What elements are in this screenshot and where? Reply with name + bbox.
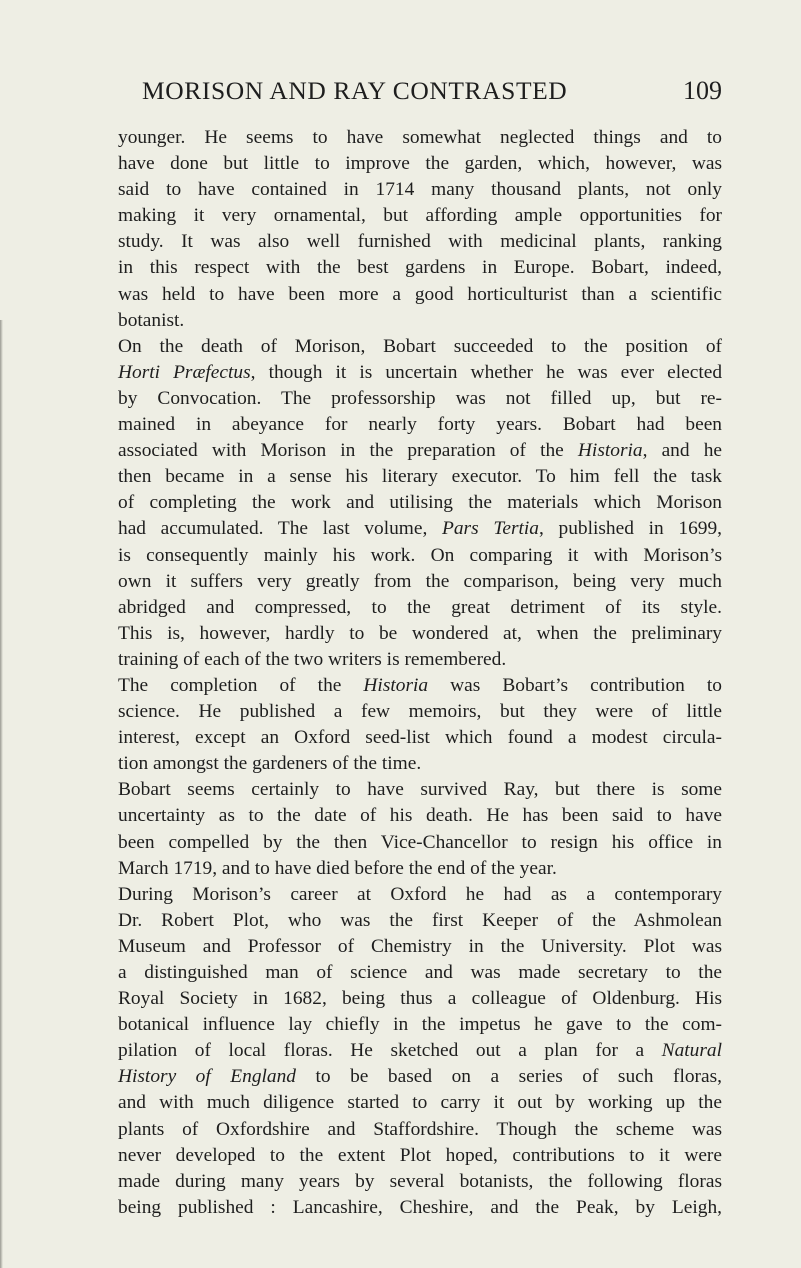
text-line	[118, 1064, 722, 1090]
italic-text: Pars Tertia	[442, 518, 539, 540]
text-segment: , though it is uncertain whether he was ever elected	[250, 361, 723, 383]
text-segment: mained in abeyance for nearly forty years. Bobart had been	[118, 414, 722, 436]
text-segment: have done but little to improve the garden, which, however, was	[118, 153, 722, 175]
text-line	[118, 255, 722, 281]
text-segment: plants of Oxfordshire and Staffordshire. Though the scheme was	[118, 1118, 722, 1140]
text-line	[118, 908, 722, 934]
text-segment: Bobart seems certainly to have survived Ray, but there is some	[118, 779, 722, 801]
text-segment: botanist.	[118, 309, 185, 331]
text-line	[118, 803, 722, 829]
text-segment: On the death of Morison, Bobart succeeded to the position of	[118, 335, 722, 357]
text-line	[118, 1012, 722, 1038]
text-segment: in this respect with the best gardens in Europe. Bobart, indeed,	[118, 257, 722, 279]
text-line	[118, 1090, 722, 1116]
text-line	[118, 490, 722, 516]
text-segment: being published : Lancashire, Cheshire, and the Peak, by Leigh,	[118, 1196, 722, 1218]
text-segment: Dr. Robert Plot, who was the first Keeper of the Ashmolean	[118, 909, 722, 931]
text-segment: had accumulated. The last volume,	[118, 518, 443, 540]
text-segment: is consequently mainly his work. On comparing it with Morison’s	[118, 544, 722, 566]
text-line	[118, 856, 722, 882]
text-segment: , published in 1699,	[538, 518, 723, 540]
italic-text: Natural	[661, 1040, 722, 1062]
text-line	[118, 777, 722, 803]
text-line	[118, 516, 722, 542]
text-segment: science. He published a few memoirs, but they were of little	[118, 701, 722, 723]
italic-text: Horti Præfectus	[118, 361, 251, 383]
text-line	[118, 986, 722, 1012]
text-line	[118, 673, 722, 699]
text-line	[118, 282, 722, 308]
italic-text: History of England	[118, 1066, 296, 1088]
text-line	[118, 464, 722, 490]
text-line	[118, 360, 722, 386]
text-line	[118, 203, 722, 229]
text-segment: was held to have been more a good horticulturist than a scientific	[118, 283, 722, 305]
text-line	[118, 882, 722, 908]
text-line	[118, 386, 722, 412]
text-line	[118, 412, 722, 438]
text-segment: and with much diligence started to carry it out by working up the	[118, 1092, 722, 1114]
text-segment: During Morison’s career at Oxford he had as a contemporary	[118, 883, 722, 905]
italic-text: Historia	[577, 440, 643, 462]
text-segment: study. It was also well furnished with medicinal plants, ranking	[118, 231, 722, 253]
text-segment: training of each of the two writers is remembered.	[118, 648, 507, 670]
page-number: 109	[683, 76, 722, 105]
text-line	[118, 229, 722, 255]
text-line	[118, 595, 722, 621]
text-segment: associated with Morison in the preparation of the	[118, 440, 578, 462]
text-segment: younger. He seems to have somewhat neglected things and to	[118, 127, 722, 148]
text-segment: This is, however, hardly to be wondered at, when the preliminary	[118, 622, 722, 644]
text-segment: making it very ornamental, but affording ample opportunities for	[118, 205, 722, 227]
body-text	[118, 125, 722, 1221]
text-segment: pilation of local floras. He sketched out a plan for a	[118, 1040, 662, 1062]
text-line	[118, 125, 722, 151]
text-line	[118, 934, 722, 960]
text-segment: uncertainty as to the date of his death. He has been said to have	[118, 805, 722, 827]
text-line	[118, 334, 722, 360]
text-segment: abridged and compressed, to the great detriment of its style.	[118, 596, 722, 618]
text-line	[118, 699, 722, 725]
text-segment: to be based on a series of such floras,	[296, 1066, 722, 1088]
text-segment: never developed to the extent Plot hoped, contributions to it were	[118, 1144, 722, 1166]
text-line	[118, 1143, 722, 1169]
text-line	[118, 960, 722, 986]
running-head	[118, 74, 722, 108]
text-segment: Museum and Professor of Chemistry in the University. Plot was	[118, 935, 722, 957]
running-title: MORISON AND RAY CONTRASTED	[142, 76, 568, 105]
text-line	[118, 751, 722, 777]
text-segment: interest, except an Oxford seed-list which found a modest circula-	[118, 727, 722, 749]
text-line	[118, 647, 722, 673]
page-edge-shadow	[0, 320, 3, 1268]
text-line	[118, 308, 722, 334]
text-segment: , and he	[642, 440, 723, 462]
text-line	[118, 1117, 722, 1143]
text-line	[118, 543, 722, 569]
text-line	[118, 177, 722, 203]
text-line	[118, 151, 722, 177]
text-line	[118, 725, 722, 751]
text-segment: said to have contained in 1714 many thousand plants, not only	[118, 179, 722, 201]
text-line	[118, 1038, 722, 1064]
text-segment: Royal Society in 1682, being thus a colleague of Oldenburg. His	[118, 988, 722, 1010]
text-line	[118, 438, 722, 464]
text-line	[118, 1169, 722, 1195]
italic-text: Historia	[363, 674, 429, 696]
text-segment: The completion of the	[118, 674, 364, 696]
text-segment: a distinguished man of science and was made secretary to the	[118, 962, 722, 983]
text-segment: tion amongst the gardeners of the time.	[118, 753, 422, 775]
text-line	[118, 569, 722, 595]
text-segment: botanical influence lay chiefly in the impetus he gave to the com-	[118, 1014, 722, 1036]
text-segment: by Convocation. The professorship was not filled up, but re-	[118, 387, 722, 409]
text-segment: of completing the work and utilising the materials which Morison	[118, 492, 722, 514]
text-segment: then became in a sense his literary executor. To him fell the task	[118, 466, 722, 488]
text-segment: March 1719, and to have died before the end of the year.	[118, 857, 557, 879]
text-line	[118, 830, 722, 856]
text-segment: was Bobart’s contribution to	[428, 674, 722, 696]
text-segment: been compelled by the then Vice-Chancellor to resign his office in	[118, 831, 722, 853]
text-segment: own it suffers very greatly from the comparison, being very much	[118, 570, 722, 592]
text-line	[118, 1195, 722, 1221]
text-segment: made during many years by several botanists, the following floras	[118, 1170, 722, 1192]
text-line	[118, 621, 722, 647]
